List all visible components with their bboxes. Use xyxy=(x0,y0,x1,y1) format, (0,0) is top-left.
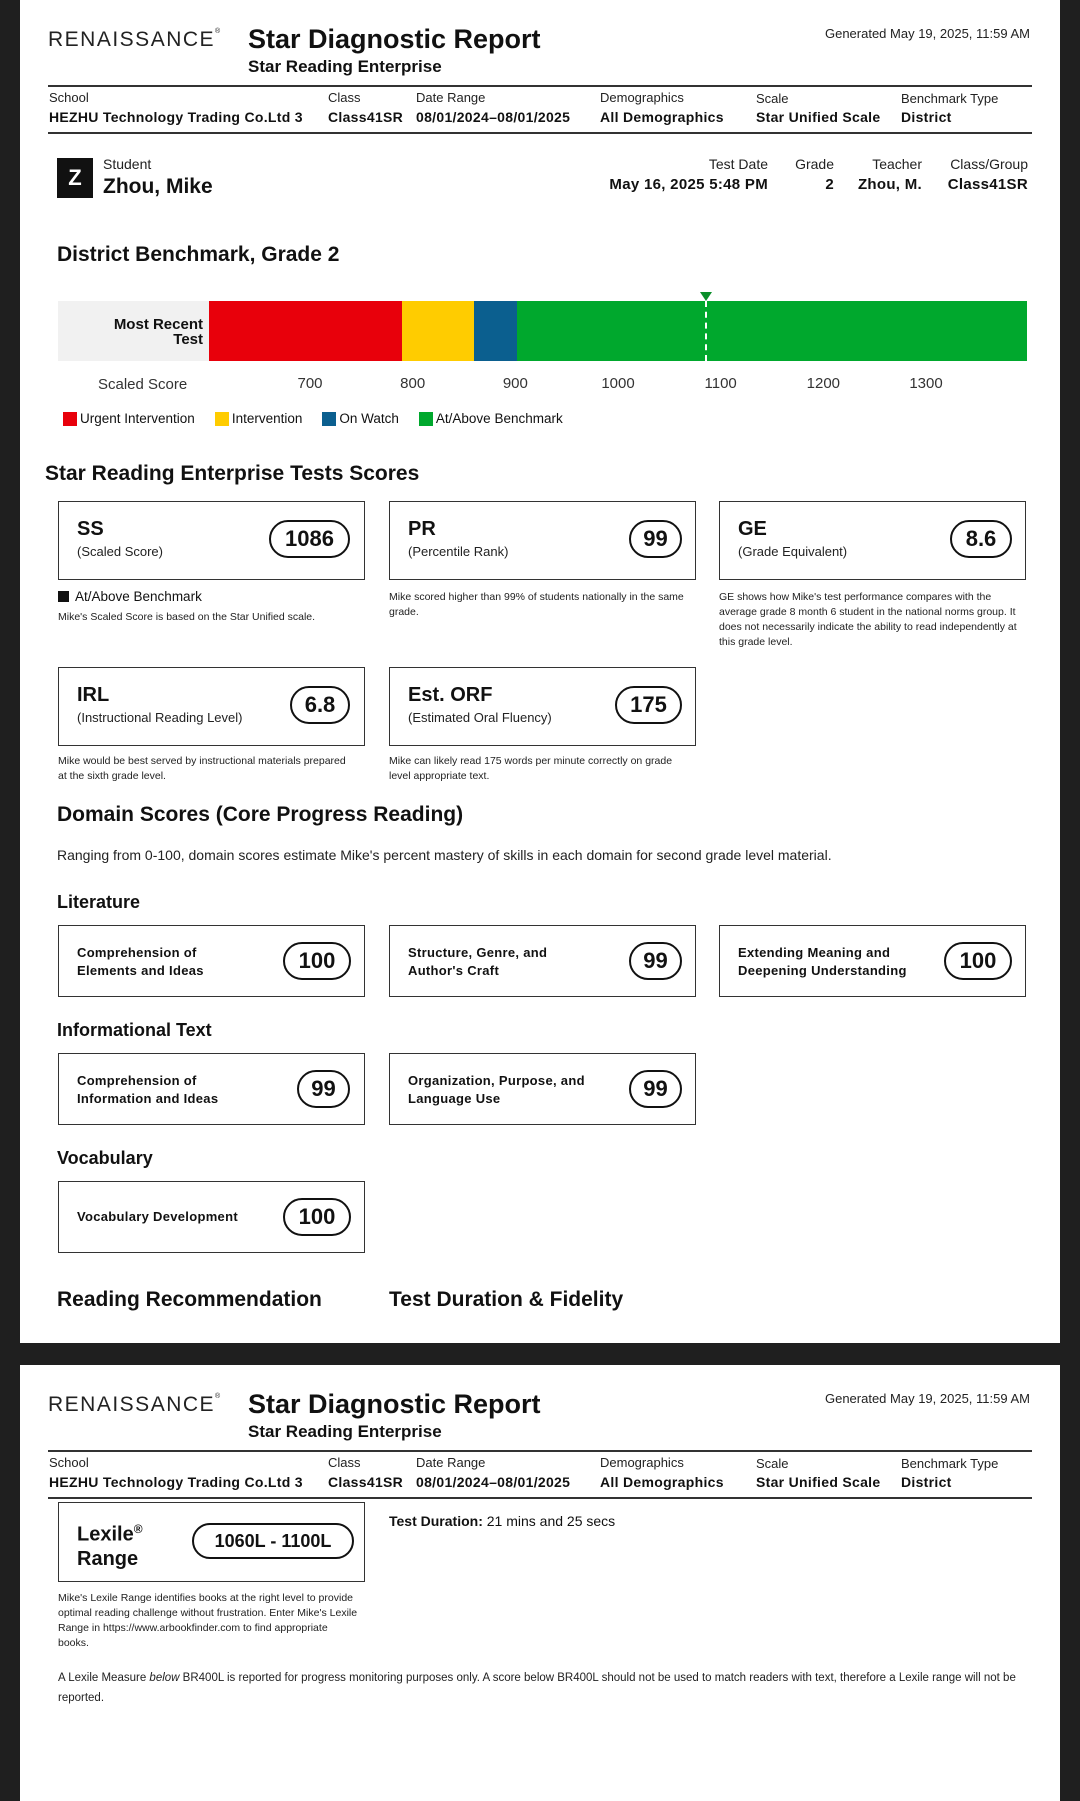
domain-title: Domain Scores (Core Progress Reading) xyxy=(57,803,464,826)
demographics-value: All Demographics xyxy=(600,109,724,125)
scale-label: Scale xyxy=(756,1456,789,1471)
lexile-range-label xyxy=(77,1517,143,1571)
orf-desc: (Estimated Oral Fluency) xyxy=(408,710,552,725)
ss-status xyxy=(58,589,202,604)
score-marker-triangle-icon xyxy=(700,292,712,301)
class-value: Class41SR xyxy=(328,109,404,125)
legend-swatch xyxy=(215,412,229,426)
legend-swatch xyxy=(419,412,433,426)
axis-tick-label: 1100 xyxy=(704,375,737,392)
generated-timestamp: Generated May 19, 2025, 11:59 AM xyxy=(824,1391,1030,1406)
ss-code: SS xyxy=(77,518,104,540)
demographics-label: Demographics xyxy=(600,1455,684,1470)
domain-value: 99 xyxy=(629,942,682,980)
legend-swatch xyxy=(63,412,77,426)
domain-name-line: Structure, Genre, and xyxy=(408,945,548,960)
test-duration xyxy=(389,1513,615,1529)
domain-card xyxy=(389,925,696,997)
irl-code: IRL xyxy=(77,684,110,706)
domain-name-line: Author's Craft xyxy=(408,963,500,978)
pr-note: Mike scored higher than 99% of students nationally in the same grade. xyxy=(389,591,684,618)
benchmark-type-label: Benchmark Type xyxy=(901,91,999,106)
fields-divider xyxy=(48,132,1032,134)
grade-label: Grade xyxy=(795,156,834,172)
benchmark-legend xyxy=(63,411,563,426)
legend-label: On Watch xyxy=(339,411,399,426)
test-date-label: Test Date xyxy=(708,156,768,172)
domain-value: 100 xyxy=(283,1198,351,1236)
range-word: Range xyxy=(77,1547,139,1570)
irl-card xyxy=(58,667,365,746)
lexile-word: Lexile xyxy=(77,1523,134,1546)
student-initial-badge: Z xyxy=(57,158,93,198)
domain-name xyxy=(408,944,547,980)
test-date-value: May 16, 2025 5:48 PM xyxy=(609,176,768,193)
legend-label: Urgent Intervention xyxy=(80,411,195,426)
domain-name-line: Language Use xyxy=(408,1091,501,1106)
school-label: School xyxy=(49,1455,89,1470)
domain-name-line: Extending Meaning and xyxy=(738,945,891,960)
axis-tick-label: 800 xyxy=(400,375,426,392)
domain-name xyxy=(77,1072,218,1108)
test-duration-title: Test Duration & Fidelity xyxy=(389,1288,624,1311)
report-subtitle: Star Reading Enterprise xyxy=(248,57,442,76)
row-label-line-2: Test xyxy=(173,331,203,348)
benchmark-type-value: District xyxy=(901,1474,952,1490)
domain-card xyxy=(58,1181,365,1253)
axis-tick-label: 700 xyxy=(297,375,323,392)
class-value: Class41SR xyxy=(328,1474,404,1490)
renaissance-logo: RENAISSANCE® xyxy=(48,28,222,51)
header-divider xyxy=(48,1450,1032,1452)
irl-desc: (Instructional Reading Level) xyxy=(77,710,243,725)
domain-card xyxy=(58,925,365,997)
orf-value: 175 xyxy=(615,686,682,724)
school-value: HEZHU Technology Trading Co.Ltd 3 xyxy=(49,109,303,125)
informational-text-title: Informational Text xyxy=(57,1020,212,1040)
orf-note: Mike can likely read 175 words per minute correctly on grade level appropriate text. xyxy=(389,755,673,782)
lexile-note: Mike's Lexile Range identifies books at the right level to provide optimal reading challenge without frustration. Enter Mike's Lexile Range in https://www.arbookfinder.com to find appropriate books. xyxy=(58,1592,358,1649)
student-label: Student xyxy=(103,156,152,172)
orf-card xyxy=(389,667,696,746)
status-square-icon xyxy=(58,591,69,602)
date-range-label: Date Range xyxy=(416,1455,486,1470)
benchmark-type-label: Benchmark Type xyxy=(901,1456,999,1471)
date-range-label: Date Range xyxy=(416,90,486,105)
test-duration-label: Test Duration: xyxy=(389,1513,483,1529)
domain-value: 100 xyxy=(944,942,1012,980)
teacher-value: Zhou, M. xyxy=(857,176,922,193)
ss-status-text: At/Above Benchmark xyxy=(75,589,202,604)
benchmark-band-on-watch xyxy=(474,301,517,361)
domain-name: Vocabulary Development xyxy=(77,1209,238,1224)
legend-swatch xyxy=(322,412,336,426)
scale-value: Star Unified Scale xyxy=(756,109,881,125)
legend-on-watch xyxy=(322,411,399,426)
benchmark-band-urgent-intervention xyxy=(209,301,402,361)
legend-urgent-intervention xyxy=(63,411,195,426)
lexile-card xyxy=(58,1502,365,1582)
axis-tick-label: 900 xyxy=(502,375,528,392)
student-name: Zhou, Mike xyxy=(103,175,213,198)
ss-note: Mike's Scaled Score is based on the Star Unified scale. xyxy=(58,611,316,623)
benchmark-band-intervention xyxy=(402,301,474,361)
domain-name xyxy=(738,944,907,980)
test-duration-value: 21 mins and 25 secs xyxy=(486,1513,616,1529)
ge-desc: (Grade Equivalent) xyxy=(738,544,848,559)
note-text: BR400L is reported for progress monitoring purposes only. A score below BR400L should not be used to match readers with text, therefore a Lexile range will not be reported. xyxy=(58,1672,1016,1704)
domain-value: 100 xyxy=(283,942,351,980)
domain-card xyxy=(719,925,1026,997)
legend-intervention xyxy=(215,411,303,426)
renaissance-logo: RENAISSANCE® xyxy=(48,1393,222,1416)
class-label: Class xyxy=(328,90,361,105)
pr-desc: (Percentile Rank) xyxy=(408,544,509,559)
domain-name xyxy=(408,1072,585,1108)
orf-code: Est. ORF xyxy=(408,684,493,706)
domain-card xyxy=(58,1053,365,1125)
report-title: Star Diagnostic Report xyxy=(248,24,541,54)
date-range-value: 08/01/2024–08/01/2025 xyxy=(416,109,571,125)
legend-at-above-benchmark xyxy=(419,411,563,426)
class-group-value: Class41SR xyxy=(947,176,1028,193)
ge-value: 8.6 xyxy=(950,520,1012,558)
test-scores-title: Star Reading Enterprise Tests Scores xyxy=(45,462,420,485)
fields-divider xyxy=(48,1497,1032,1499)
class-group-label: Class/Group xyxy=(950,156,1028,172)
report-page-1 xyxy=(20,0,1060,1343)
pr-card xyxy=(389,501,696,580)
domain-name-line: Deepening Understanding xyxy=(738,963,907,978)
note-text: A Lexile Measure xyxy=(58,1672,150,1684)
lexile-below-note xyxy=(58,1668,1018,1708)
ge-note: GE shows how Mike's test performance compares with the average grade 8 month 6 student in the national norms group. It does not necessarily indicate the ability to read independently at this grade level. xyxy=(719,591,1017,648)
scaled-score-axis-label: Scaled Score xyxy=(98,376,188,393)
report-page-2 xyxy=(20,1365,1060,1801)
school-label: School xyxy=(49,90,89,105)
ss-card xyxy=(58,501,365,580)
domain-value: 99 xyxy=(629,1070,682,1108)
generated-timestamp: Generated May 19, 2025, 11:59 AM xyxy=(824,26,1030,41)
note-emphasis: below xyxy=(149,1672,180,1684)
scale-value: Star Unified Scale xyxy=(756,1474,881,1490)
scale-label: Scale xyxy=(756,91,789,106)
ss-desc: (Scaled Score) xyxy=(77,544,163,559)
domain-name xyxy=(77,944,204,980)
school-value: HEZHU Technology Trading Co.Ltd 3 xyxy=(49,1474,303,1490)
ss-value: 1086 xyxy=(269,520,350,558)
class-label: Class xyxy=(328,1455,361,1470)
registered-mark: ® xyxy=(133,1522,143,1536)
domain-name-line: Organization, Purpose, and xyxy=(408,1073,585,1088)
grade-value: 2 xyxy=(825,176,834,193)
axis-tick-label: 1300 xyxy=(909,375,943,392)
domain-name-line: Comprehension of xyxy=(77,945,197,960)
axis-tick-label: 1200 xyxy=(806,375,841,392)
benchmark-title: District Benchmark, Grade 2 xyxy=(57,243,340,266)
lexile-range-value: 1060L - 1100L xyxy=(192,1523,354,1559)
benchmark-row-label xyxy=(58,317,203,347)
benchmark-band-at-above-benchmark xyxy=(517,301,1027,361)
legend-label: Intervention xyxy=(231,411,303,426)
domain-name-line: Elements and Ideas xyxy=(77,963,204,978)
domain-card xyxy=(389,1053,696,1125)
demographics-value: All Demographics xyxy=(600,1474,724,1490)
pr-code: PR xyxy=(408,518,436,540)
report-title: Star Diagnostic Report xyxy=(248,1389,541,1419)
date-range-value: 08/01/2024–08/01/2025 xyxy=(416,1474,571,1490)
row-label-line-1: Most Recent xyxy=(113,316,203,333)
irl-note: Mike would be best served by instructional materials prepared at the sixth grade level. xyxy=(58,755,346,782)
literature-title: Literature xyxy=(57,892,141,912)
report-subtitle: Star Reading Enterprise xyxy=(248,1422,442,1441)
axis-tick-label: 1000 xyxy=(601,375,635,392)
benchmark-type-value: District xyxy=(901,109,952,125)
domain-intro: Ranging from 0-100, domain scores estimate Mike's percent mastery of skills in each domain for second grade level material. xyxy=(57,847,832,863)
teacher-label: Teacher xyxy=(872,156,922,172)
domain-name-line: Comprehension of xyxy=(77,1073,197,1088)
pr-value: 99 xyxy=(629,520,682,558)
ge-card xyxy=(719,501,1026,580)
score-marker-line xyxy=(705,301,707,361)
header-divider xyxy=(48,85,1032,87)
domain-value: 99 xyxy=(297,1070,350,1108)
legend-label: At/Above Benchmark xyxy=(435,411,563,426)
vocabulary-title: Vocabulary xyxy=(57,1148,153,1168)
reading-recommendation-title: Reading Recommendation xyxy=(57,1288,322,1311)
demographics-label: Demographics xyxy=(600,90,684,105)
ge-code: GE xyxy=(738,518,767,540)
irl-value: 6.8 xyxy=(290,686,350,724)
domain-name-line: Information and Ideas xyxy=(77,1091,219,1106)
